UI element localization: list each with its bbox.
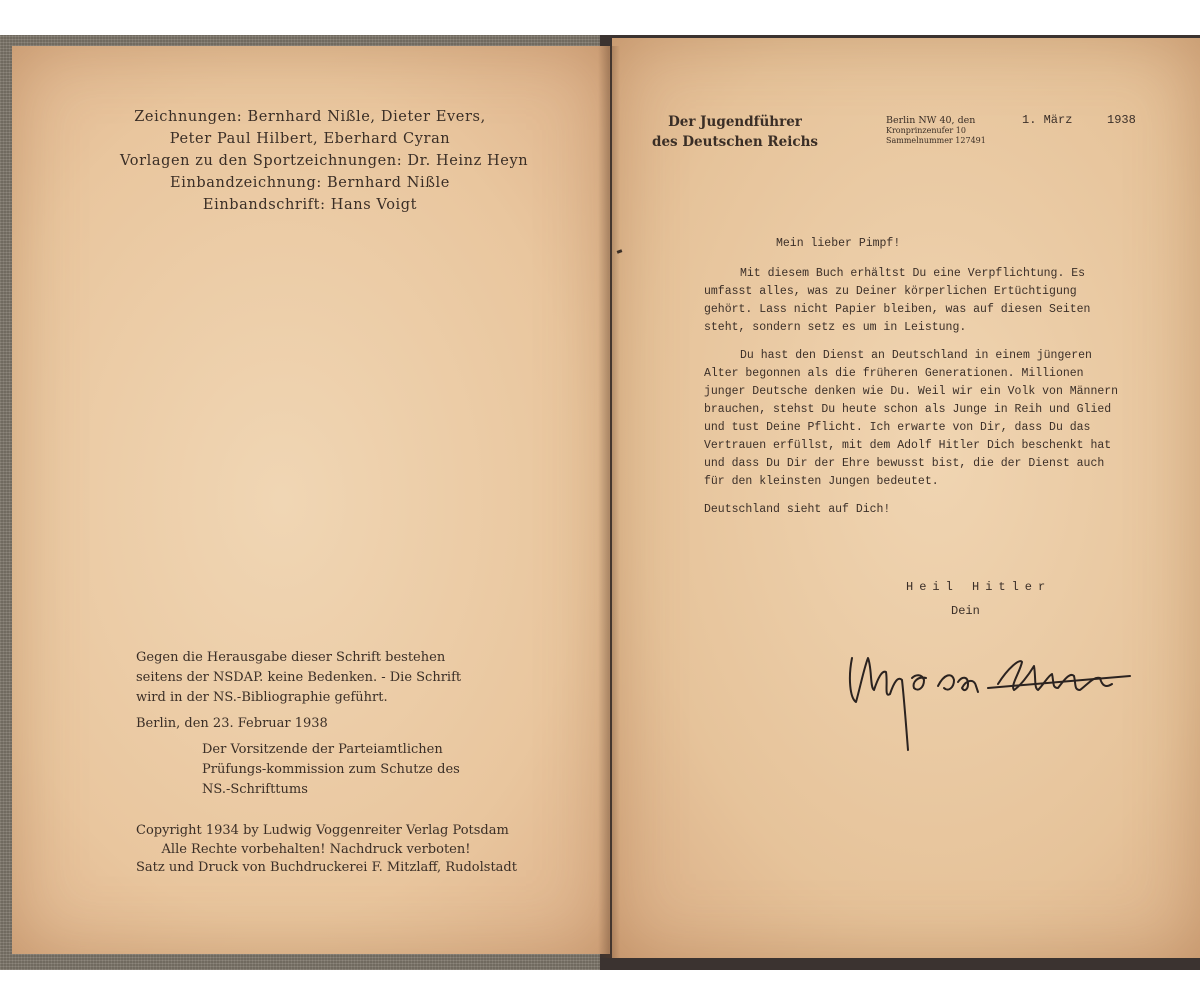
copyright-line: Alle Rechte vorbehalten! Nachdruck verboten! [161, 841, 471, 857]
illustration-credits [120, 106, 529, 216]
censorship-notice [136, 648, 486, 806]
letterhead-line2: des Deutschen Reichs [652, 134, 818, 150]
letterhead-line1: Der Jugendführer [668, 114, 802, 130]
letter-paragraph: Mit diesem Buch erhältst Du eine Verpflichtung. Es umfasst alles, was zu Deiner körperlichen Ertüchtigung gehört. Lass nicht Papier bleiben, was auf diesen Seiten steht, sondern setz es um in Leistung. [704, 267, 1091, 334]
letterhead-title [652, 112, 818, 152]
copyright-notice [136, 822, 517, 878]
censor-statement: Gegen die Herausgabe dieser Schrift bestehen seitens der NSDAP. keine Bedenken. - Die Schrift wird in der NS.-Bibliographie geführt. [136, 650, 462, 705]
handwritten-signature [838, 628, 1138, 758]
address-line: Kronprinzenufer 10 [886, 126, 966, 135]
letter-closing-dein: Dein [951, 604, 980, 618]
copyright-line: Copyright 1934 by Ludwig Voggenreiter Verlag Potsdam [136, 823, 509, 838]
credits-line: Einbandzeichnung: Bernhard Nißle [170, 175, 450, 191]
letter-year: 1938 [1107, 113, 1136, 127]
credits-line: Vorlagen zu den Sportzeichnungen: Dr. Heinz Heyn [120, 153, 529, 169]
credits-line: Peter Paul Hilbert, Eberhard Cyran [169, 131, 451, 147]
censor-date: Berlin, den 23. Februar 1938 [136, 716, 328, 731]
letter-date: 1. März [1022, 113, 1073, 127]
credits-line: Zeichnungen: Bernhard Nißle, Dieter Evers, [134, 109, 486, 125]
copyright-line: Satz und Druck von Buchdruckerei F. Mitzlaff, Rudolstadt [136, 860, 517, 875]
censor-signatory: Der Vorsitzende der Parteiamtlichen Prüfungs-kommission zum Schutze des NS.-Schrifttums [202, 742, 460, 797]
book-gutter [598, 46, 620, 958]
letterhead-address [886, 116, 1006, 146]
letter-salutation: Mein lieber Pimpf! [776, 237, 901, 250]
credits-line: Einbandschrift: Hans Voigt [202, 197, 418, 213]
address-line: Sammelnummer 127491 [886, 136, 986, 145]
letter-paragraph: Du hast den Dienst an Deutschland in einem jüngeren Alter begonnen als die früheren Generationen. Millionen junger Deutsche denken wie Du. Weil wir ein Volk von Männern brauchen, stehst Du heute schon als Junge in Reih und Glied und tust Deine Pflicht. Ich erwarte von Dir, dass Du das Vertrauen erfüllst, mit dem Adolf Hitler Dich beschenkt hat und dass Du Dir der Ehre bewusst bist, die der Dienst auch für den kleinsten Jungen bedeutet. [704, 349, 1119, 488]
address-line: Berlin NW 40, den [886, 115, 976, 126]
letter-body [704, 235, 1124, 529]
letter-paragraph: Deutschland sieht auf Dich! [704, 503, 891, 516]
letter-closing: Heil Hitler [906, 580, 1052, 594]
